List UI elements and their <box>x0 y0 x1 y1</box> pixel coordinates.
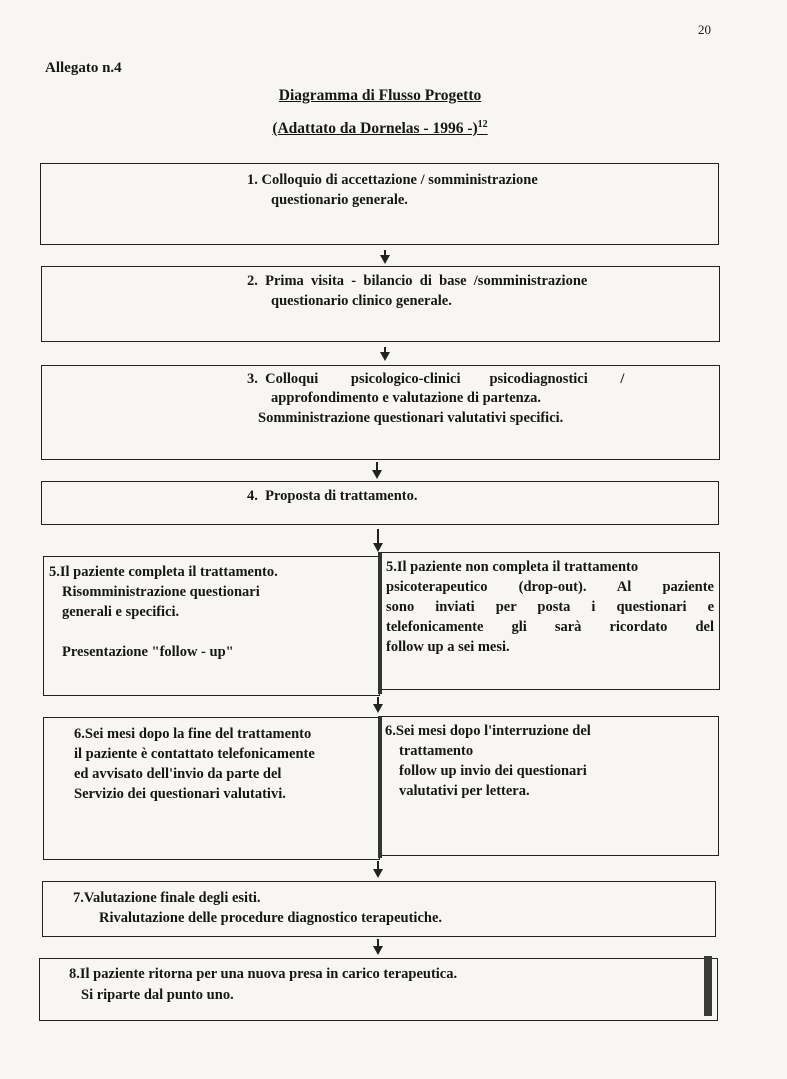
step-3-line-2: approfondimento e valutazione di partenza. <box>271 390 541 406</box>
arrow-down-icon <box>373 704 383 713</box>
step-1-line-2: questionario generale. <box>271 192 408 208</box>
flow-step-6-dropout <box>381 716 719 856</box>
connector-6-7 <box>377 861 379 869</box>
step-5-left-line-2: Risomministrazione questionari <box>62 584 260 600</box>
step-8-line-2: Si riparte dal punto uno. <box>81 987 234 1003</box>
subtitle-text: (Adattato da Dornelas - 1996 -) <box>272 120 478 138</box>
step-6-right-line-3: follow up invio dei questionari <box>399 763 587 779</box>
step-6-right-line-2: trattamento <box>399 743 474 759</box>
step-3-line-1: 3. Colloqui psicologico-clinici psicodiagnostici / <box>247 371 625 387</box>
step-2-line-1: 2. Prima visita - bilancio di base /somministrazione <box>247 273 588 289</box>
step-5-right-line-4: telefonicamente gli sarà ricordato del <box>386 619 714 635</box>
step-6-right-line-1: 6.Sei mesi dopo l'interruzione del <box>385 723 591 739</box>
flow-step-8 <box>39 958 718 1021</box>
step-3-line-3: Somministrazione questionari valutativi specifici. <box>258 410 564 426</box>
step-6-left-line-4: Servizio dei questionari valutativi. <box>74 786 286 802</box>
flow-step-1 <box>40 163 719 245</box>
flow-step-6-completed <box>43 717 380 860</box>
step-5-left-line-1: 5.Il paziente completa il trattamento. <box>49 564 278 580</box>
subtitle-reference: 12 <box>477 119 488 130</box>
flow-step-5-dropout <box>381 552 720 690</box>
step-1-line-1: 1. Colloquio di accettazione / somministrazione <box>247 172 538 188</box>
connector-3-4 <box>376 462 378 470</box>
annex-label: Allegato n.4 <box>45 60 122 76</box>
step-5-right-line-1: 5.Il paziente non completa il trattamento <box>386 559 639 575</box>
flow-step-2 <box>41 266 720 342</box>
step-2-line-2: questionario clinico generale. <box>271 293 452 309</box>
flow-step-5-completed <box>43 556 380 696</box>
scan-mark-bar <box>704 956 712 1016</box>
step-5-right-line-2: psicoterapeutico (drop-out). Al paziente <box>386 579 714 595</box>
arrow-down-icon <box>373 946 383 955</box>
arrow-down-icon <box>372 470 382 479</box>
step-5-left-line-3: generali e specifici. <box>62 604 180 620</box>
step-7-line-1: 7.Valutazione finale degli esiti. <box>73 890 261 906</box>
step-7-line-2: Rivalutazione delle procedure diagnostico terapeutiche. <box>99 910 443 926</box>
diagram-subtitle <box>0 119 760 138</box>
flow-step-4 <box>41 481 719 525</box>
step-5-right-line-5: follow up a sei mesi. <box>386 639 510 655</box>
step-6-right-line-4: valutativi per lettera. <box>399 783 530 799</box>
step-6-left-line-2: il paziente è contattato telefonicamente <box>74 746 315 762</box>
step-4-line-1: 4. Proposta di trattamento. <box>247 488 418 504</box>
step-8-line-1: 8.Il paziente ritorna per una nuova presa in carico terapeutica. <box>69 966 458 982</box>
arrow-down-icon <box>380 255 390 264</box>
page-number: 20 <box>698 22 711 37</box>
flow-step-7 <box>42 881 716 937</box>
arrow-down-icon <box>373 869 383 878</box>
step-5-right-line-3: sono inviati per posta i questionari e <box>386 599 714 615</box>
step-5-left-line-5: Presentazione "follow - up" <box>62 644 234 660</box>
step-6-left-line-1: 6.Sei mesi dopo la fine del trattamento <box>74 726 312 742</box>
diagram-title: Diagramma di Flusso Progetto <box>278 87 482 104</box>
step-6-left-line-3: ed avvisato dell'invio da parte del <box>74 766 282 782</box>
flow-step-3 <box>41 365 720 460</box>
connector-4-5 <box>377 529 379 544</box>
arrow-down-icon <box>380 352 390 361</box>
arrow-down-icon <box>373 543 383 552</box>
